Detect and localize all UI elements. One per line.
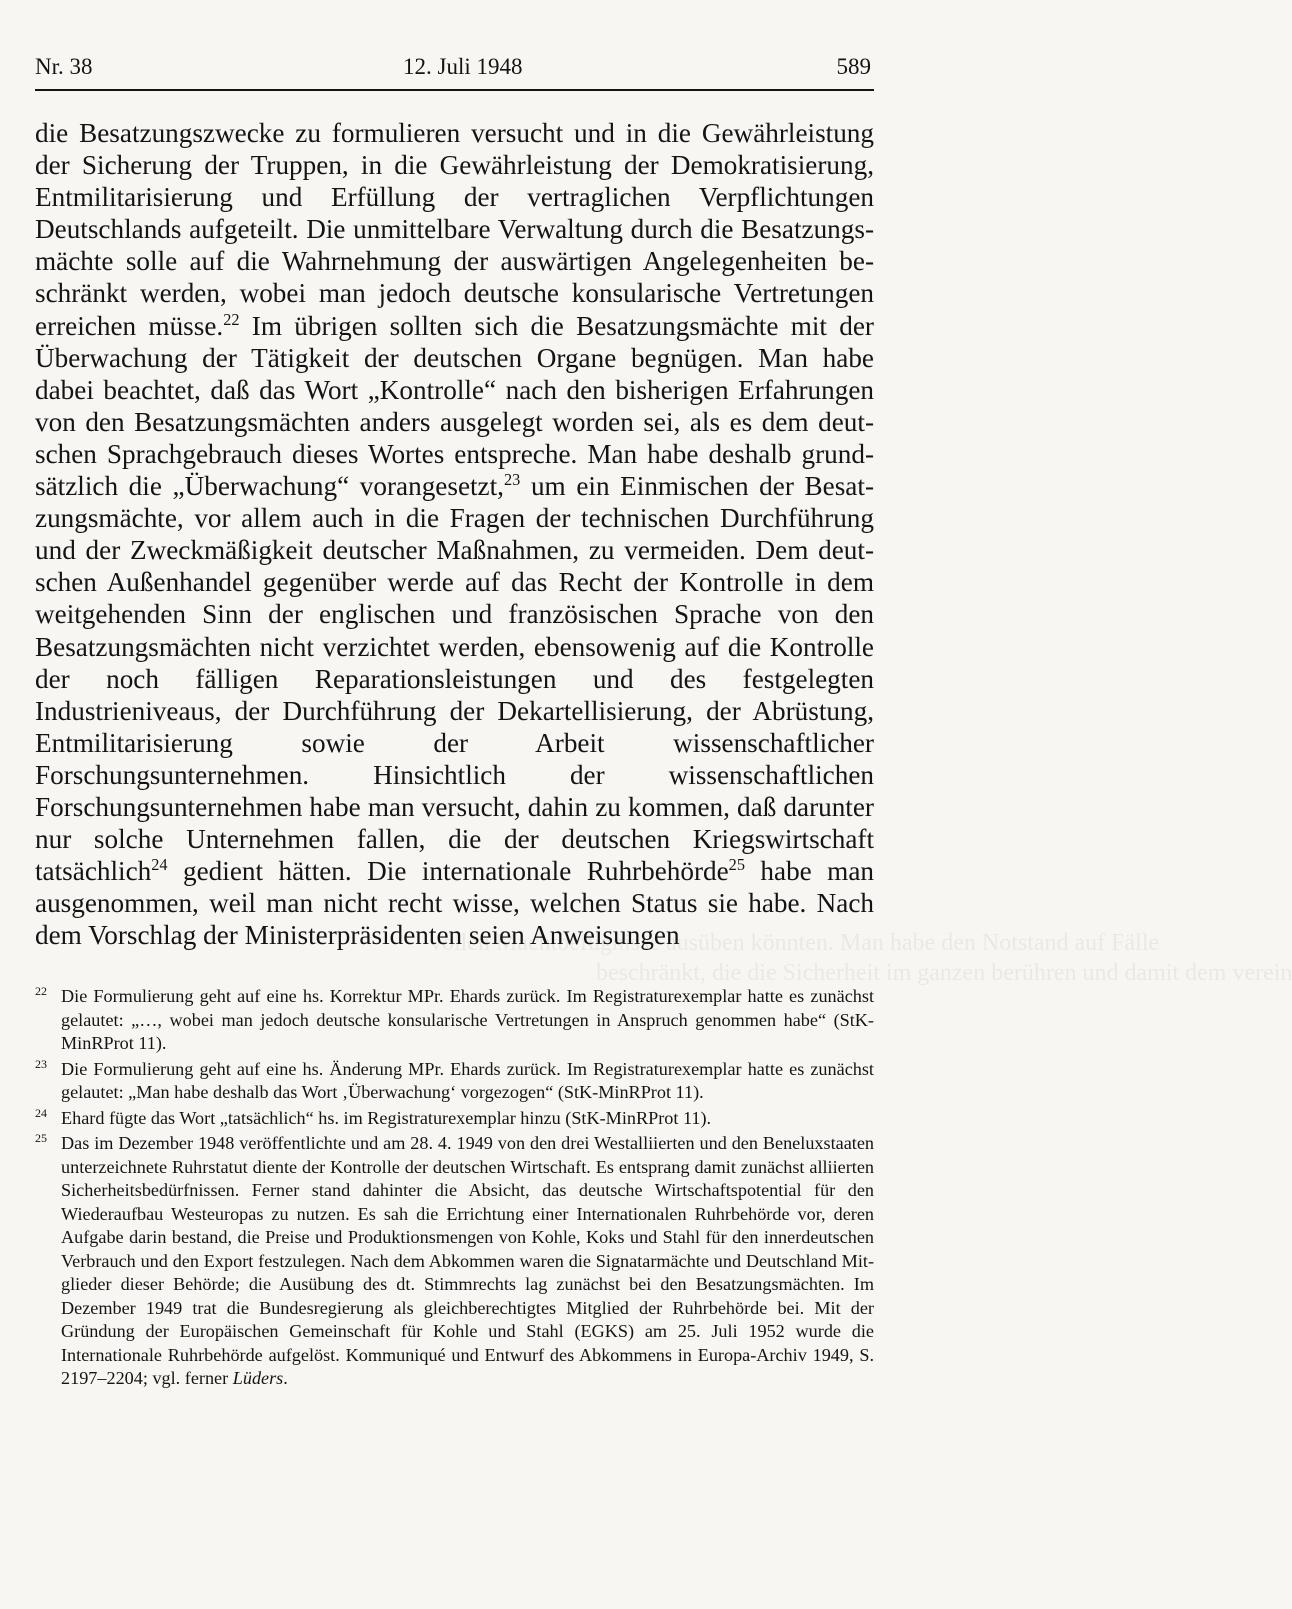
footnotes bbox=[35, 985, 874, 1391]
footnote-number: 22 bbox=[35, 984, 47, 998]
header-date: 12. Juli 1948 bbox=[403, 54, 523, 79]
footnote-reference: 22 bbox=[223, 309, 240, 329]
main-text-part: um ein Einmischen der Besatzungsmächte, vor allem auch in die Fragen der technischen Durchführung und der Zweckmäßigkeit deutscher Maßnahmen, zu vermeiden. Dem deutschen Außenhandel gegenüber werde auf das Recht der Kontrolle in dem weitgehenden Sinn der englischen und französischen Sprache von den Besatzungsmächten nicht verzichtet werden, ebensowenig auf die Kontrolle der noch fälligen Reparationsleistungen und des festgelegten Industrieniveaus, der Durchführung der Dekartellisierung, der Abrüstung, Entmilitarisierung sowie der Arbeit wissenschaftlicher Forschungsunternehmen. Hinsichtlich der wissenschaftlichen Forschungsunternehmen habe man versucht, dahin zu kommen, daß darunter nur solche Unternehmen fallen, die der deutschen Kriegswirtschaft tatsächlich bbox=[35, 471, 874, 887]
footnote-reference: 25 bbox=[728, 855, 745, 875]
main-text-part: habe man ausgenommen, weil man nicht recht wisse, welchen Status sie habe. Nach dem Vorschlag der Ministerpräsidenten seien Anweisungen bbox=[35, 856, 874, 951]
footnote-text: Ehard fügte das Wort „tatsächlich“ hs. im Registraturexemplar hinzu (StK-MinRProt 11). bbox=[61, 1107, 712, 1128]
header-rule bbox=[35, 89, 874, 91]
main-text-part: die Besatzungszwecke zu formulieren versucht und in die Gewährleistung der Sicherung der Truppen, in die Gewährleistung der Demokratisierung, Entmilitarisierung und Erfüllung der vertraglichen Verpflichtungen Deutschlands aufgeteilt. Die unmittelbare Verwaltung durch die Besatzungsmächte solle auf die Wahrnehmung der auswärtigen Angelegenheiten beschränkt werden, wobei man jedoch deutsche konsularische Vertretungen erreichen müsse. bbox=[35, 118, 874, 341]
main-text-part: Im übrigen sollten sich die Besatzungsmächte mit der Überwachung der Tätigkeit der deutschen Organe begnügen. Man habe dabei beachtet, daß das Wort „Kontrolle“ nach den bisherigen Erfahrungen von den Besatzungsmächten anders ausgelegt worden sei, als es dem deutschen Sprachgebrauch dieses Wortes entspreche. Man habe deshalb grundsätzlich die „Überwachung“ vorangesetzt, bbox=[35, 310, 874, 502]
footnote-text: Die Formulierung geht auf eine hs. Korrektur MPr. Ehards zurück. Im Registraturexemplar hatte es zunächst gelautet: „…, wobei man jedoch deutsche konsularische Vertretungen in Anspruch genommen habe“ (StK-MinRProt 11). bbox=[61, 986, 874, 1053]
footnote-number: 24 bbox=[35, 1105, 47, 1120]
main-paragraph bbox=[35, 117, 874, 951]
footnote-text-end: . bbox=[283, 1368, 288, 1388]
page-header bbox=[35, 52, 874, 86]
footnote bbox=[35, 1132, 874, 1391]
footnote-number: 23 bbox=[35, 1056, 47, 1071]
footnote-reference: 23 bbox=[503, 469, 521, 489]
main-text-part: gedient hätten. Die internationale Ruhrbehörde bbox=[167, 856, 729, 887]
document-number: Nr. 38 bbox=[35, 54, 93, 79]
main-text bbox=[35, 117, 874, 951]
italic-reference: Lüders bbox=[232, 1368, 284, 1388]
show-through-text: beschränkt, die die Sicherheit im ganzen berühren und damit dem verein bbox=[596, 960, 1292, 986]
footnote-text: Das im Dezember 1948 veröffentlichte und am 28. 4. 1949 von den drei Westalliierten und den Beneluxstaaten unterzeichnete Ruhrstatut diente der Kontrolle der deutschen Wirtschaft. Es entsprang damit zunächst alliierten Sicherheitsbedürfnissen. Ferner stand dahinter die Absicht, das deutsche Wirtschaftspotential für den Wiederaufbau Westeuropas zu nutzen. Es sah die Errichtung einer Internationalen Ruhrbehörde vor, deren Aufgabe darin bestand, die Preise und Produktionsmengen von Kohle, Koks und Stahl für den innerdeutschen Verbrauch und den Export festzulegen. Nach dem Abkommen waren die Signatarmächte und Deutschland Mitglieder dieser Behörde; die Ausübung des dt. Stimmrechts lag zunächst bei den Besatzungsmächten. Im Dezember 1949 trat die Bundesregierung als gleichberechtigtes Mitglied der Ruhrbehörde bei. Mit der Gründung der Europäischen Gemeinschaft für Kohle und Stahl (EGKS) am 25. Juli 1952 wurde die Internationale Ruhrbehörde aufgelöst. Kommuniqué und Entwurf des Abkommens in Europa-Archiv 1949, S. 2197–2204; vgl. ferner bbox=[61, 1133, 874, 1388]
footnote-number: 25 bbox=[35, 1131, 47, 1145]
footnote bbox=[35, 1058, 874, 1105]
footnote-reference: 24 bbox=[151, 855, 168, 875]
show-through-text: vollen Machtbefugnisse ausüben könnten. Man habe den Notstand auf Fälle bbox=[430, 930, 1160, 956]
footnote bbox=[35, 1107, 874, 1131]
footnote-text: Die Formulierung geht auf eine hs. Änderung MPr. Ehards zurück. Im Registraturexemplar hatte es zunächst gelautet: „Man habe deshalb das Wort ‚Überwachung‘ vorgezogen“ (StK-MinRProt 11). bbox=[61, 1058, 874, 1102]
page-number: 589 bbox=[836, 54, 871, 79]
footnote bbox=[35, 985, 874, 1056]
